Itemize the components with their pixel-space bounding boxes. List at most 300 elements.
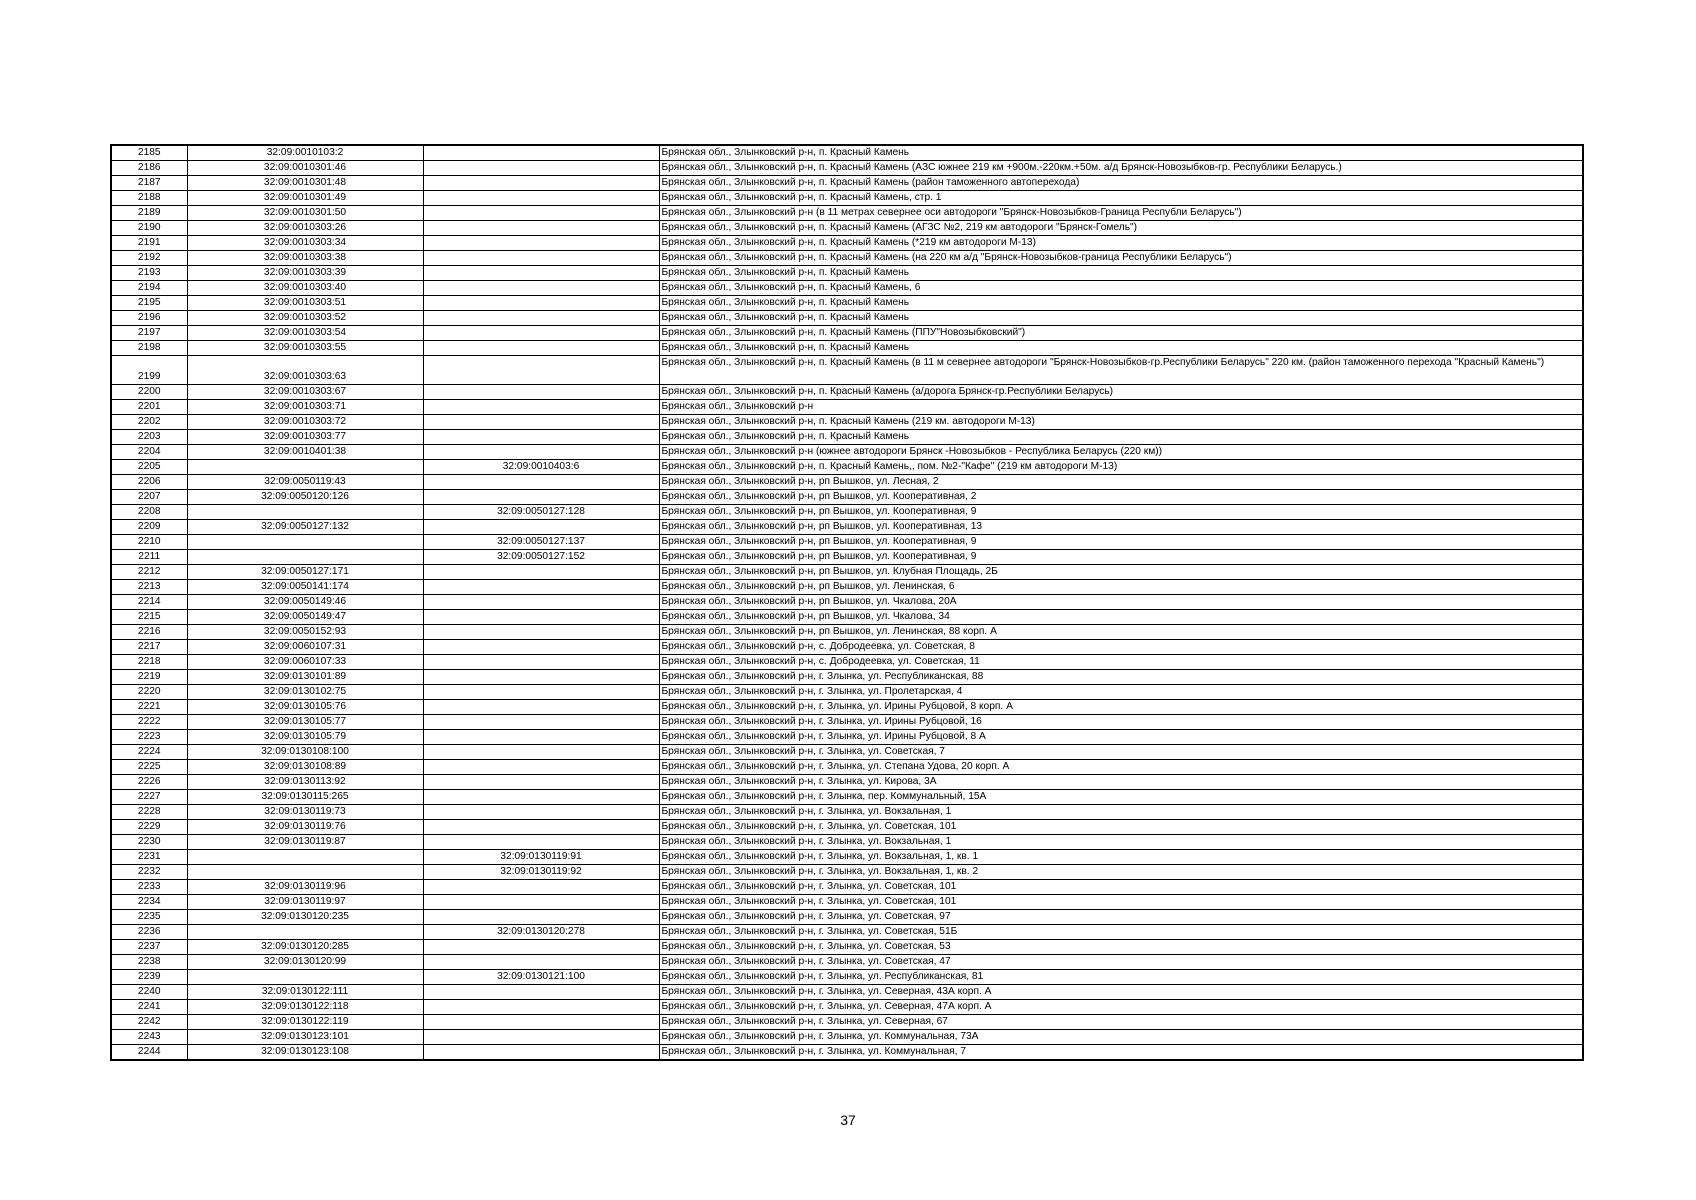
address-cell: Брянская обл., Злынковский р-н (в 11 метрах севернее оси автодороги "Брянск-Новозыбков-Граница Республи Беларусь") (659, 206, 1583, 221)
table-row (111, 520, 1583, 535)
premises-cadastral-number-cell (423, 145, 659, 161)
address-cell: Брянская обл., Злынковский р-н (южнее автодороги Брянск -Новозыбков - Республика Беларусь (220 км)) (659, 445, 1583, 460)
table-row (111, 356, 1583, 385)
table-row (111, 206, 1583, 221)
premises-cadastral-number-cell (423, 730, 659, 745)
table-row (111, 326, 1583, 341)
table-row (111, 580, 1583, 595)
cadastral-number-cell: 32:09:0010401:38 (187, 445, 423, 460)
table-row (111, 1000, 1583, 1015)
table-row (111, 475, 1583, 490)
address-cell: Брянская обл., Злынковский р-н, рп Вышков, ул. Кооперативная, 2 (659, 490, 1583, 505)
premises-cadastral-number-cell (423, 1045, 659, 1061)
premises-cadastral-number-cell (423, 296, 659, 311)
premises-cadastral-number-cell (423, 610, 659, 625)
address-cell: Брянская обл., Злынковский р-н, рп Вышков, ул. Ленинская, 6 (659, 580, 1583, 595)
address-cell: Брянская обл., Злынковский р-н, г. Злынка, ул. Советская, 101 (659, 820, 1583, 835)
premises-cadastral-number-cell (423, 191, 659, 206)
row-number-cell: 2223 (111, 730, 187, 745)
premises-cadastral-number-cell (423, 880, 659, 895)
table-row (111, 670, 1583, 685)
premises-cadastral-number-cell (423, 685, 659, 700)
row-number-cell: 2231 (111, 850, 187, 865)
table-row (111, 191, 1583, 206)
table-row (111, 490, 1583, 505)
premises-cadastral-number-cell: 32:09:0130121:100 (423, 970, 659, 985)
cadastral-number-cell: 32:09:0130119:97 (187, 895, 423, 910)
address-cell: Брянская обл., Злынковский р-н, п. Красный Камень (АГЗС №2, 219 км автодороги "Брянск-Гомель") (659, 221, 1583, 236)
row-number-cell: 2221 (111, 700, 187, 715)
table-row (111, 880, 1583, 895)
cadastral-number-cell: 32:09:0050127:171 (187, 565, 423, 580)
address-cell: Брянская обл., Злынковский р-н, п. Красный Камень (659, 296, 1583, 311)
cadastral-number-cell: 32:09:0130108:100 (187, 745, 423, 760)
row-number-cell: 2219 (111, 670, 187, 685)
address-cell: Брянская обл., Злынковский р-н, п. Красный Камень,, пом. №2-"Кафе" (219 км автодороги М-13) (659, 460, 1583, 475)
premises-cadastral-number-cell (423, 790, 659, 805)
address-cell: Брянская обл., Злынковский р-н, г. Злынка, ул. Вокзальная, 1 (659, 805, 1583, 820)
premises-cadastral-number-cell (423, 385, 659, 400)
premises-cadastral-number-cell: 32:09:0130119:92 (423, 865, 659, 880)
table-row (111, 625, 1583, 640)
table-row (111, 715, 1583, 730)
address-cell: Брянская обл., Злынковский р-н, рп Вышков, ул. Ленинская, 88 корп. А (659, 625, 1583, 640)
address-cell: Брянская обл., Злынковский р-н, г. Злынка, ул. Степана Удова, 20 корп. А (659, 760, 1583, 775)
row-number-cell: 2242 (111, 1015, 187, 1030)
premises-cadastral-number-cell (423, 565, 659, 580)
address-cell: Брянская обл., Злынковский р-н, г. Злынка, ул. Ирины Рубцовой, 16 (659, 715, 1583, 730)
cadastral-number-cell: 32:09:0010303:26 (187, 221, 423, 236)
cadastral-number-cell: 32:09:0010303:34 (187, 236, 423, 251)
cadastral-number-cell: 32:09:0050141:174 (187, 580, 423, 595)
row-number-cell: 2188 (111, 191, 187, 206)
premises-cadastral-number-cell (423, 580, 659, 595)
table-row (111, 460, 1583, 475)
address-cell: Брянская обл., Злынковский р-н, п. Красный Камень (ППУ"Новозыбковский") (659, 326, 1583, 341)
table-row (111, 745, 1583, 760)
row-number-cell: 2203 (111, 430, 187, 445)
cadastral-number-cell: 32:09:0050152:93 (187, 625, 423, 640)
address-cell: Брянская обл., Злынковский р-н, г. Злынка, ул. Советская, 101 (659, 895, 1583, 910)
table-row (111, 1030, 1583, 1045)
table-row (111, 775, 1583, 790)
table-row (111, 610, 1583, 625)
premises-cadastral-number-cell (423, 520, 659, 535)
row-number-cell: 2202 (111, 415, 187, 430)
table-row (111, 400, 1583, 415)
address-cell: Брянская обл., Злынковский р-н, п. Красный Камень (АЗС южнее 219 км +900м.-220км.+50м. а/д Брянск-Новозыбков-гр. Республики Беларусь.) (659, 161, 1583, 176)
row-number-cell: 2217 (111, 640, 187, 655)
row-number-cell: 2207 (111, 490, 187, 505)
cadastral-number-cell: 32:09:0010303:40 (187, 281, 423, 296)
address-cell: Брянская обл., Злынковский р-н, г. Злынка, ул. Кирова, 3А (659, 775, 1583, 790)
cadastral-number-cell: 32:09:0010303:72 (187, 415, 423, 430)
cadastral-number-cell: 32:09:0130101:89 (187, 670, 423, 685)
address-cell: Брянская обл., Злынковский р-н, г. Злынка, ул. Вокзальная, 1, кв. 2 (659, 865, 1583, 880)
address-cell: Брянская обл., Злынковский р-н, рп Вышков, ул. Кооперативная, 9 (659, 550, 1583, 565)
table-row (111, 700, 1583, 715)
row-number-cell: 2236 (111, 925, 187, 940)
table-row (111, 730, 1583, 745)
premises-cadastral-number-cell (423, 910, 659, 925)
cadastral-number-cell: 32:09:0060107:33 (187, 655, 423, 670)
row-number-cell: 2205 (111, 460, 187, 475)
cadastral-number-cell: 32:09:0050120:126 (187, 490, 423, 505)
premises-cadastral-number-cell (423, 1015, 659, 1030)
row-number-cell: 2194 (111, 281, 187, 296)
row-number-cell: 2193 (111, 266, 187, 281)
row-number-cell: 2212 (111, 565, 187, 580)
premises-cadastral-number-cell (423, 326, 659, 341)
premises-cadastral-number-cell (423, 1000, 659, 1015)
table-row (111, 430, 1583, 445)
row-number-cell: 2222 (111, 715, 187, 730)
table-row (111, 805, 1583, 820)
address-cell: Брянская обл., Злынковский р-н, п. Красный Камень (659, 341, 1583, 356)
address-cell: Брянская обл., Злынковский р-н, г. Злынка, ул. Коммунальная, 73А (659, 1030, 1583, 1045)
cadastral-number-cell (187, 865, 423, 880)
cadastral-number-cell: 32:09:0010303:38 (187, 251, 423, 266)
address-cell: Брянская обл., Злынковский р-н, рп Вышков, ул. Клубная Площадь, 2Б (659, 565, 1583, 580)
cadastral-number-cell (187, 535, 423, 550)
row-number-cell: 2209 (111, 520, 187, 535)
cadastral-number-cell: 32:09:0130120:99 (187, 955, 423, 970)
row-number-cell: 2228 (111, 805, 187, 820)
address-cell: Брянская обл., Злынковский р-н (659, 400, 1583, 415)
table-row (111, 760, 1583, 775)
address-cell: Брянская обл., Злынковский р-н, г. Злынка, ул. Ирины Рубцовой, 8 корп. А (659, 700, 1583, 715)
address-cell: Брянская обл., Злынковский р-н, г. Злынка, ул. Советская, 97 (659, 910, 1583, 925)
row-number-cell: 2185 (111, 145, 187, 161)
address-cell: Брянская обл., Злынковский р-н, г. Злынка, ул. Советская, 101 (659, 880, 1583, 895)
cadastral-number-cell: 32:09:0010301:49 (187, 191, 423, 206)
table-row (111, 236, 1583, 251)
address-cell: Брянская обл., Злынковский р-н, п. Красный Камень (219 км. автодороги М-13) (659, 415, 1583, 430)
address-cell: Брянская обл., Злынковский р-н, п. Красный Камень (659, 145, 1583, 161)
cadastral-number-cell: 32:09:0130119:76 (187, 820, 423, 835)
page-number: 37 (840, 1112, 856, 1128)
premises-cadastral-number-cell (423, 281, 659, 296)
cadastral-number-cell: 32:09:0130122:118 (187, 1000, 423, 1015)
address-cell: Брянская обл., Злынковский р-н, п. Красный Камень (район таможенного автоперехода) (659, 176, 1583, 191)
premises-cadastral-number-cell: 32:09:0130119:91 (423, 850, 659, 865)
premises-cadastral-number-cell (423, 236, 659, 251)
table-row (111, 415, 1583, 430)
table-row (111, 640, 1583, 655)
table-row (111, 895, 1583, 910)
premises-cadastral-number-cell (423, 415, 659, 430)
address-cell: Брянская обл., Злынковский р-н, п. Красный Камень, стр. 1 (659, 191, 1583, 206)
row-number-cell: 2199 (111, 356, 187, 385)
premises-cadastral-number-cell (423, 266, 659, 281)
premises-cadastral-number-cell (423, 775, 659, 790)
table-row (111, 251, 1583, 266)
table-row (111, 281, 1583, 296)
premises-cadastral-number-cell (423, 311, 659, 326)
row-number-cell: 2187 (111, 176, 187, 191)
cadastral-number-cell (187, 505, 423, 520)
premises-cadastral-number-cell (423, 341, 659, 356)
premises-cadastral-number-cell (423, 655, 659, 670)
address-cell: Брянская обл., Злынковский р-н, г. Злынка, ул. Северная, 47А корп. А (659, 1000, 1583, 1015)
row-number-cell: 2213 (111, 580, 187, 595)
cadastral-number-cell (187, 925, 423, 940)
premises-cadastral-number-cell (423, 595, 659, 610)
premises-cadastral-number-cell (423, 835, 659, 850)
cadastral-number-cell: 32:09:0130122:111 (187, 985, 423, 1000)
cadastral-number-cell: 32:09:0010303:67 (187, 385, 423, 400)
premises-cadastral-number-cell (423, 625, 659, 640)
address-cell: Брянская обл., Злынковский р-н, рп Вышков, ул. Лесная, 2 (659, 475, 1583, 490)
address-cell: Брянская обл., Злынковский р-н, п. Красный Камень (а/дорога Брянск-гр.Республики Беларусь) (659, 385, 1583, 400)
row-number-cell: 2196 (111, 311, 187, 326)
row-number-cell: 2218 (111, 655, 187, 670)
cadastral-number-cell: 32:09:0010301:50 (187, 206, 423, 221)
premises-cadastral-number-cell (423, 445, 659, 460)
premises-cadastral-number-cell: 32:09:0010403:6 (423, 460, 659, 475)
cadastral-number-cell (187, 550, 423, 565)
cadastral-number-cell: 32:09:0010303:51 (187, 296, 423, 311)
row-number-cell: 2235 (111, 910, 187, 925)
premises-cadastral-number-cell (423, 475, 659, 490)
premises-cadastral-number-cell (423, 715, 659, 730)
table-row (111, 850, 1583, 865)
row-number-cell: 2204 (111, 445, 187, 460)
table-row (111, 145, 1583, 161)
cadastral-number-cell (187, 460, 423, 475)
premises-cadastral-number-cell (423, 985, 659, 1000)
address-cell: Брянская обл., Злынковский р-н, рп Вышков, ул. Чкалова, 34 (659, 610, 1583, 625)
row-number-cell: 2211 (111, 550, 187, 565)
table-row (111, 595, 1583, 610)
table-row (111, 311, 1583, 326)
premises-cadastral-number-cell (423, 356, 659, 385)
row-number-cell: 2192 (111, 251, 187, 266)
address-cell: Брянская обл., Злынковский р-н, п. Красный Камень (*219 км автодороги М-13) (659, 236, 1583, 251)
table-row (111, 940, 1583, 955)
cadastral-number-cell: 32:09:0130123:101 (187, 1030, 423, 1045)
row-number-cell: 2240 (111, 985, 187, 1000)
address-cell: Брянская обл., Злынковский р-н, г. Злынка, пер. Коммунальный, 15А (659, 790, 1583, 805)
premises-cadastral-number-cell (423, 745, 659, 760)
table-row (111, 925, 1583, 940)
address-cell: Брянская обл., Злынковский р-н, г. Злынка, ул. Советская, 53 (659, 940, 1583, 955)
cadastral-number-cell: 32:09:0050127:132 (187, 520, 423, 535)
cadastral-number-cell: 32:09:0130105:76 (187, 700, 423, 715)
cadastral-number-cell: 32:09:0130119:73 (187, 805, 423, 820)
row-number-cell: 2190 (111, 221, 187, 236)
table-row (111, 955, 1583, 970)
cadastral-number-cell: 32:09:0010303:77 (187, 430, 423, 445)
cadastral-number-cell: 32:09:0010103:2 (187, 145, 423, 161)
premises-cadastral-number-cell (423, 955, 659, 970)
row-number-cell: 2198 (111, 341, 187, 356)
premises-cadastral-number-cell (423, 1030, 659, 1045)
cadastral-number-cell: 32:09:0130119:87 (187, 835, 423, 850)
premises-cadastral-number-cell: 32:09:0130120:278 (423, 925, 659, 940)
row-number-cell: 2225 (111, 760, 187, 775)
address-cell: Брянская обл., Злынковский р-н, рп Вышков, ул. Кооперативная, 9 (659, 505, 1583, 520)
address-cell: Брянская обл., Злынковский р-н, г. Злынка, ул. Коммунальная, 7 (659, 1045, 1583, 1061)
address-cell: Брянская обл., Злынковский р-н, г. Злынка, ул. Вокзальная, 1, кв. 1 (659, 850, 1583, 865)
premises-cadastral-number-cell (423, 206, 659, 221)
cadastral-number-cell: 32:09:0060107:31 (187, 640, 423, 655)
cadastral-number-cell: 32:09:0130113:92 (187, 775, 423, 790)
premises-cadastral-number-cell: 32:09:0050127:152 (423, 550, 659, 565)
cadastral-number-cell: 32:09:0050149:46 (187, 595, 423, 610)
premises-cadastral-number-cell (423, 400, 659, 415)
row-number-cell: 2243 (111, 1030, 187, 1045)
row-number-cell: 2220 (111, 685, 187, 700)
row-number-cell: 2241 (111, 1000, 187, 1015)
premises-cadastral-number-cell (423, 940, 659, 955)
address-cell: Брянская обл., Злынковский р-н, г. Злынка, ул. Пролетарская, 4 (659, 685, 1583, 700)
address-cell: Брянская обл., Злынковский р-н, п. Красный Камень (в 11 м севернее автодороги "Брянск-Новозыбков-гр.Республики Беларусь" 220 км. (район таможенного перехода "Красный Камень") (659, 356, 1583, 385)
address-cell: Брянская обл., Злынковский р-н, п. Красный Камень (на 220 км а/д "Брянск-Новозыбков-граница Республики Беларусь") (659, 251, 1583, 266)
row-number-cell: 2233 (111, 880, 187, 895)
table-row (111, 685, 1583, 700)
cadastral-number-cell: 32:09:0010303:52 (187, 311, 423, 326)
cadastral-number-cell: 32:09:0050149:47 (187, 610, 423, 625)
row-number-cell: 2208 (111, 505, 187, 520)
row-number-cell: 2239 (111, 970, 187, 985)
premises-cadastral-number-cell (423, 895, 659, 910)
cadastral-number-cell: 32:09:0130120:235 (187, 910, 423, 925)
cadastral-number-cell (187, 850, 423, 865)
cadastral-number-cell: 32:09:0130105:77 (187, 715, 423, 730)
row-number-cell: 2216 (111, 625, 187, 640)
row-number-cell: 2206 (111, 475, 187, 490)
row-number-cell: 2214 (111, 595, 187, 610)
table-row (111, 820, 1583, 835)
premises-cadastral-number-cell (423, 760, 659, 775)
address-cell: Брянская обл., Злынковский р-н, г. Злынка, ул. Республиканская, 81 (659, 970, 1583, 985)
row-number-cell: 2224 (111, 745, 187, 760)
table-row (111, 341, 1583, 356)
row-number-cell: 2232 (111, 865, 187, 880)
table-row (111, 1045, 1583, 1061)
row-number-cell: 2226 (111, 775, 187, 790)
cadastral-number-cell: 32:09:0010301:46 (187, 161, 423, 176)
row-number-cell: 2201 (111, 400, 187, 415)
address-cell: Брянская обл., Злынковский р-н, г. Злынка, ул. Республиканская, 88 (659, 670, 1583, 685)
premises-cadastral-number-cell (423, 670, 659, 685)
table-row (111, 266, 1583, 281)
premises-cadastral-number-cell (423, 251, 659, 266)
row-number-cell: 2200 (111, 385, 187, 400)
address-cell: Брянская обл., Злынковский р-н, п. Красный Камень (659, 266, 1583, 281)
row-number-cell: 2237 (111, 940, 187, 955)
row-number-cell: 2195 (111, 296, 187, 311)
cadastral-number-cell: 32:09:0130115:265 (187, 790, 423, 805)
cadastral-number-cell: 32:09:0130120:285 (187, 940, 423, 955)
address-cell: Брянская обл., Злынковский р-н, с. Добродеевка, ул. Советская, 8 (659, 640, 1583, 655)
cadastral-number-cell: 32:09:0130119:96 (187, 880, 423, 895)
row-number-cell: 2230 (111, 835, 187, 850)
address-cell: Брянская обл., Злынковский р-н, рп Вышков, ул. Кооперативная, 13 (659, 520, 1583, 535)
cadastral-number-cell: 32:09:0010303:63 (187, 356, 423, 385)
address-cell: Брянская обл., Злынковский р-н, г. Злынка, ул. Вокзальная, 1 (659, 835, 1583, 850)
address-cell: Брянская обл., Злынковский р-н, г. Злынка, ул. Северная, 43А корп. А (659, 985, 1583, 1000)
premises-cadastral-number-cell: 32:09:0050127:137 (423, 535, 659, 550)
table-row (111, 910, 1583, 925)
table-row (111, 535, 1583, 550)
table-row (111, 296, 1583, 311)
cadastral-number-cell: 32:09:0010303:71 (187, 400, 423, 415)
premises-cadastral-number-cell (423, 490, 659, 505)
table-row (111, 655, 1583, 670)
row-number-cell: 2189 (111, 206, 187, 221)
premises-cadastral-number-cell (423, 805, 659, 820)
table-row (111, 985, 1583, 1000)
cadastral-number-cell: 32:09:0130122:119 (187, 1015, 423, 1030)
address-cell: Брянская обл., Злынковский р-н, г. Злынка, ул. Советская, 51Б (659, 925, 1583, 940)
row-number-cell: 2197 (111, 326, 187, 341)
table-row (111, 550, 1583, 565)
table-row (111, 970, 1583, 985)
premises-cadastral-number-cell (423, 221, 659, 236)
cadastral-number-cell: 32:09:0010303:55 (187, 341, 423, 356)
address-cell: Брянская обл., Злынковский р-н, г. Злынка, ул. Ирины Рубцовой, 8 А (659, 730, 1583, 745)
row-number-cell: 2244 (111, 1045, 187, 1061)
cadastral-number-cell (187, 970, 423, 985)
row-number-cell: 2191 (111, 236, 187, 251)
address-cell: Брянская обл., Злынковский р-н, п. Красный Камень (659, 430, 1583, 445)
address-cell: Брянская обл., Злынковский р-н, рп Вышков, ул. Кооперативная, 9 (659, 535, 1583, 550)
address-cell: Брянская обл., Злынковский р-н, г. Злынка, ул. Советская, 47 (659, 955, 1583, 970)
cadastral-number-cell: 32:09:0050119:43 (187, 475, 423, 490)
row-number-cell: 2234 (111, 895, 187, 910)
row-number-cell: 2229 (111, 820, 187, 835)
table-body (111, 145, 1583, 1060)
row-number-cell: 2238 (111, 955, 187, 970)
address-cell: Брянская обл., Злынковский р-н, п. Красный Камень, 6 (659, 281, 1583, 296)
row-number-cell: 2227 (111, 790, 187, 805)
cadastral-number-cell: 32:09:0130105:79 (187, 730, 423, 745)
cadastral-number-cell: 32:09:0010301:48 (187, 176, 423, 191)
row-number-cell: 2210 (111, 535, 187, 550)
address-cell: Брянская обл., Злынковский р-н, г. Злынка, ул. Советская, 7 (659, 745, 1583, 760)
table-row (111, 385, 1583, 400)
table-row (111, 161, 1583, 176)
cadastral-number-cell: 32:09:0130102:75 (187, 685, 423, 700)
premises-cadastral-number-cell (423, 161, 659, 176)
address-cell: Брянская обл., Злынковский р-н, рп Вышков, ул. Чкалова, 20А (659, 595, 1583, 610)
table-row (111, 1015, 1583, 1030)
premises-cadastral-number-cell (423, 176, 659, 191)
table-row (111, 505, 1583, 520)
table-row (111, 835, 1583, 850)
address-cell: Брянская обл., Злынковский р-н, п. Красный Камень (659, 311, 1583, 326)
address-cell: Брянская обл., Злынковский р-н, с. Добродеевка, ул. Советская, 11 (659, 655, 1583, 670)
row-number-cell: 2186 (111, 161, 187, 176)
table-row (111, 565, 1583, 580)
premises-cadastral-number-cell (423, 640, 659, 655)
premises-cadastral-number-cell (423, 430, 659, 445)
cadastral-number-cell: 32:09:0130123:108 (187, 1045, 423, 1061)
table-row (111, 445, 1583, 460)
address-cell: Брянская обл., Злынковский р-н, г. Злынка, ул. Северная, 67 (659, 1015, 1583, 1030)
cadastral-number-cell: 32:09:0130108:89 (187, 760, 423, 775)
premises-cadastral-number-cell (423, 820, 659, 835)
table-row (111, 176, 1583, 191)
table-row (111, 221, 1583, 236)
premises-cadastral-number-cell (423, 700, 659, 715)
premises-cadastral-number-cell: 32:09:0050127:128 (423, 505, 659, 520)
row-number-cell: 2215 (111, 610, 187, 625)
cadastral-number-cell: 32:09:0010303:54 (187, 326, 423, 341)
property-table (110, 144, 1584, 1061)
